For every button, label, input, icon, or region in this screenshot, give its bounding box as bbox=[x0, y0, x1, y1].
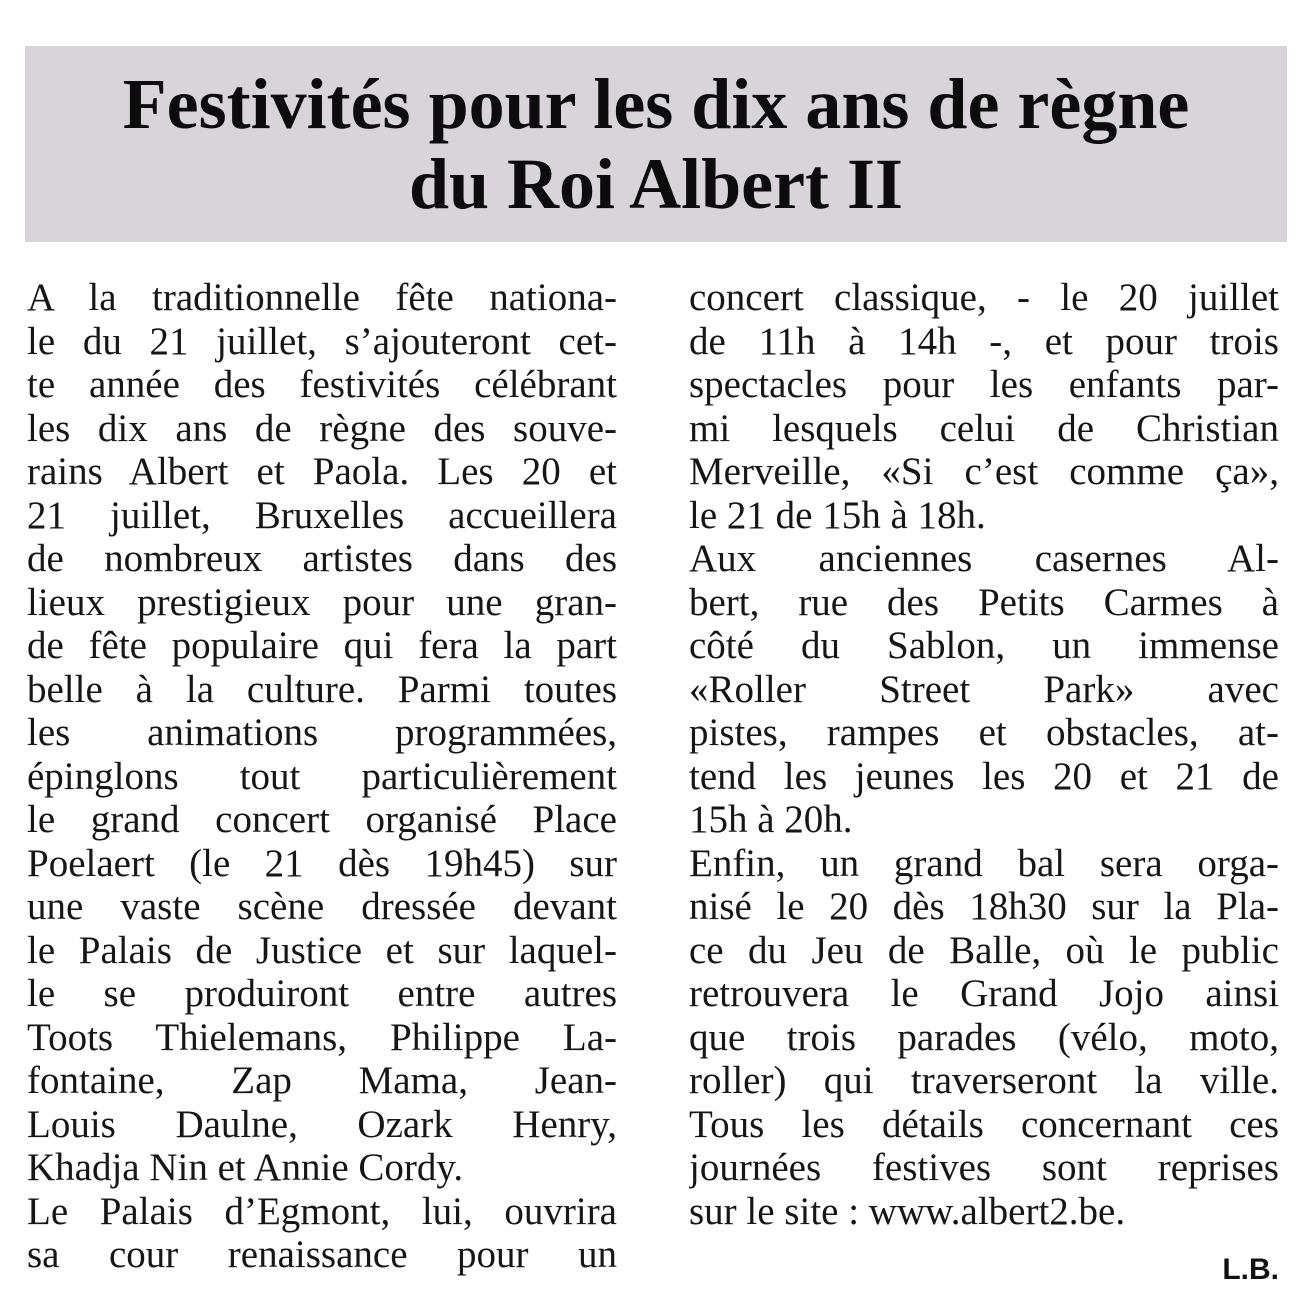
text-line: nisé le 20 dès 18h30 sur la Pla- bbox=[689, 885, 1279, 928]
text-line: Tous les détails concernant ces bbox=[689, 1102, 1279, 1146]
text-line: Aux anciennes casernes Al- bbox=[689, 537, 1279, 580]
text-line: de fête populaire qui fera la part bbox=[27, 624, 617, 667]
text-line: retrouvera le Grand Jojo ainsi bbox=[689, 972, 1279, 1015]
text-line: les dix ans de règne des souve- bbox=[27, 406, 617, 450]
text-line: Poelaert (le 21 dès 19h45) sur bbox=[27, 841, 617, 885]
text-line: mi lesquels celui de Christian bbox=[689, 406, 1279, 450]
text-line: fontaine, Zap Mama, Jean- bbox=[27, 1059, 617, 1102]
text-line: belle à la culture. Parmi toutes bbox=[27, 667, 617, 711]
text-line: te année des festivités célébrant bbox=[27, 363, 617, 406]
text-line: 15h à 20h. bbox=[689, 798, 853, 841]
text-line: lieux prestigieux pour une gran- bbox=[27, 580, 617, 624]
text-line: concert classique, - le 20 juillet bbox=[689, 276, 1279, 319]
text-line: pistes, rampes et obstacles, at- bbox=[689, 711, 1279, 754]
text-line: Khadja Nin et Annie Cordy. bbox=[27, 1146, 464, 1189]
text-line: roller) qui traverseront la ville. bbox=[689, 1059, 1279, 1102]
text-line: Merveille, «Si c’est comme ça», bbox=[689, 450, 1279, 493]
text-line: côté du Sablon, un immense bbox=[689, 624, 1279, 667]
article-column-right bbox=[689, 276, 1279, 1233]
text-line: de nombreux artistes dans des bbox=[27, 537, 617, 580]
text-line: que trois parades (vélo, moto, bbox=[689, 1015, 1279, 1059]
text-line: Enfin, un grand bal sera orga- bbox=[689, 841, 1279, 885]
text-line: Toots Thielemans, Philippe La- bbox=[27, 1015, 617, 1059]
author-signature: L.B. bbox=[1222, 1253, 1279, 1286]
headline-line-2: du Roi Albert II bbox=[408, 144, 904, 224]
text-line: «Roller Street Park» avec bbox=[689, 667, 1279, 711]
text-line: épinglons tout particulièrement bbox=[27, 754, 617, 798]
text-line: Le Palais d’Egmont, lui, ouvrira bbox=[27, 1189, 617, 1233]
text-line: le grand concert organisé Place bbox=[27, 798, 617, 841]
headline-box bbox=[25, 46, 1287, 242]
text-line: 21 juillet, Bruxelles accueillera bbox=[27, 493, 617, 537]
headline-line-1: Festivités pour les dix ans de règne bbox=[122, 64, 1190, 144]
text-line: sur le site : www.albert2.be. bbox=[689, 1189, 1126, 1233]
text-line: journées festives sont reprises bbox=[689, 1146, 1279, 1189]
text-line: rains Albert et Paola. Les 20 et bbox=[27, 450, 617, 493]
text-line: Louis Daulne, Ozark Henry, bbox=[27, 1102, 617, 1146]
text-line: le Palais de Justice et sur laquel- bbox=[27, 928, 617, 972]
text-line: ce du Jeu de Balle, où le public bbox=[689, 928, 1279, 972]
text-line: le du 21 juillet, s’ajouteront cet- bbox=[27, 319, 617, 363]
text-line: bert, rue des Petits Carmes à bbox=[689, 580, 1279, 624]
text-line: tend les jeunes les 20 et 21 de bbox=[689, 754, 1279, 798]
text-line: le 21 de 15h à 18h. bbox=[689, 493, 986, 537]
text-line: A la traditionnelle fête nationa- bbox=[27, 276, 617, 319]
text-line: le se produiront entre autres bbox=[27, 972, 617, 1015]
text-line: spectacles pour les enfants par- bbox=[689, 363, 1279, 406]
text-line: de 11h à 14h -, et pour trois bbox=[689, 319, 1279, 363]
text-line: une vaste scène dressée devant bbox=[27, 885, 617, 928]
text-line: les animations programmées, bbox=[27, 711, 617, 754]
text-line: sa cour renaissance pour un bbox=[27, 1233, 617, 1276]
article-column-left bbox=[27, 276, 617, 1277]
